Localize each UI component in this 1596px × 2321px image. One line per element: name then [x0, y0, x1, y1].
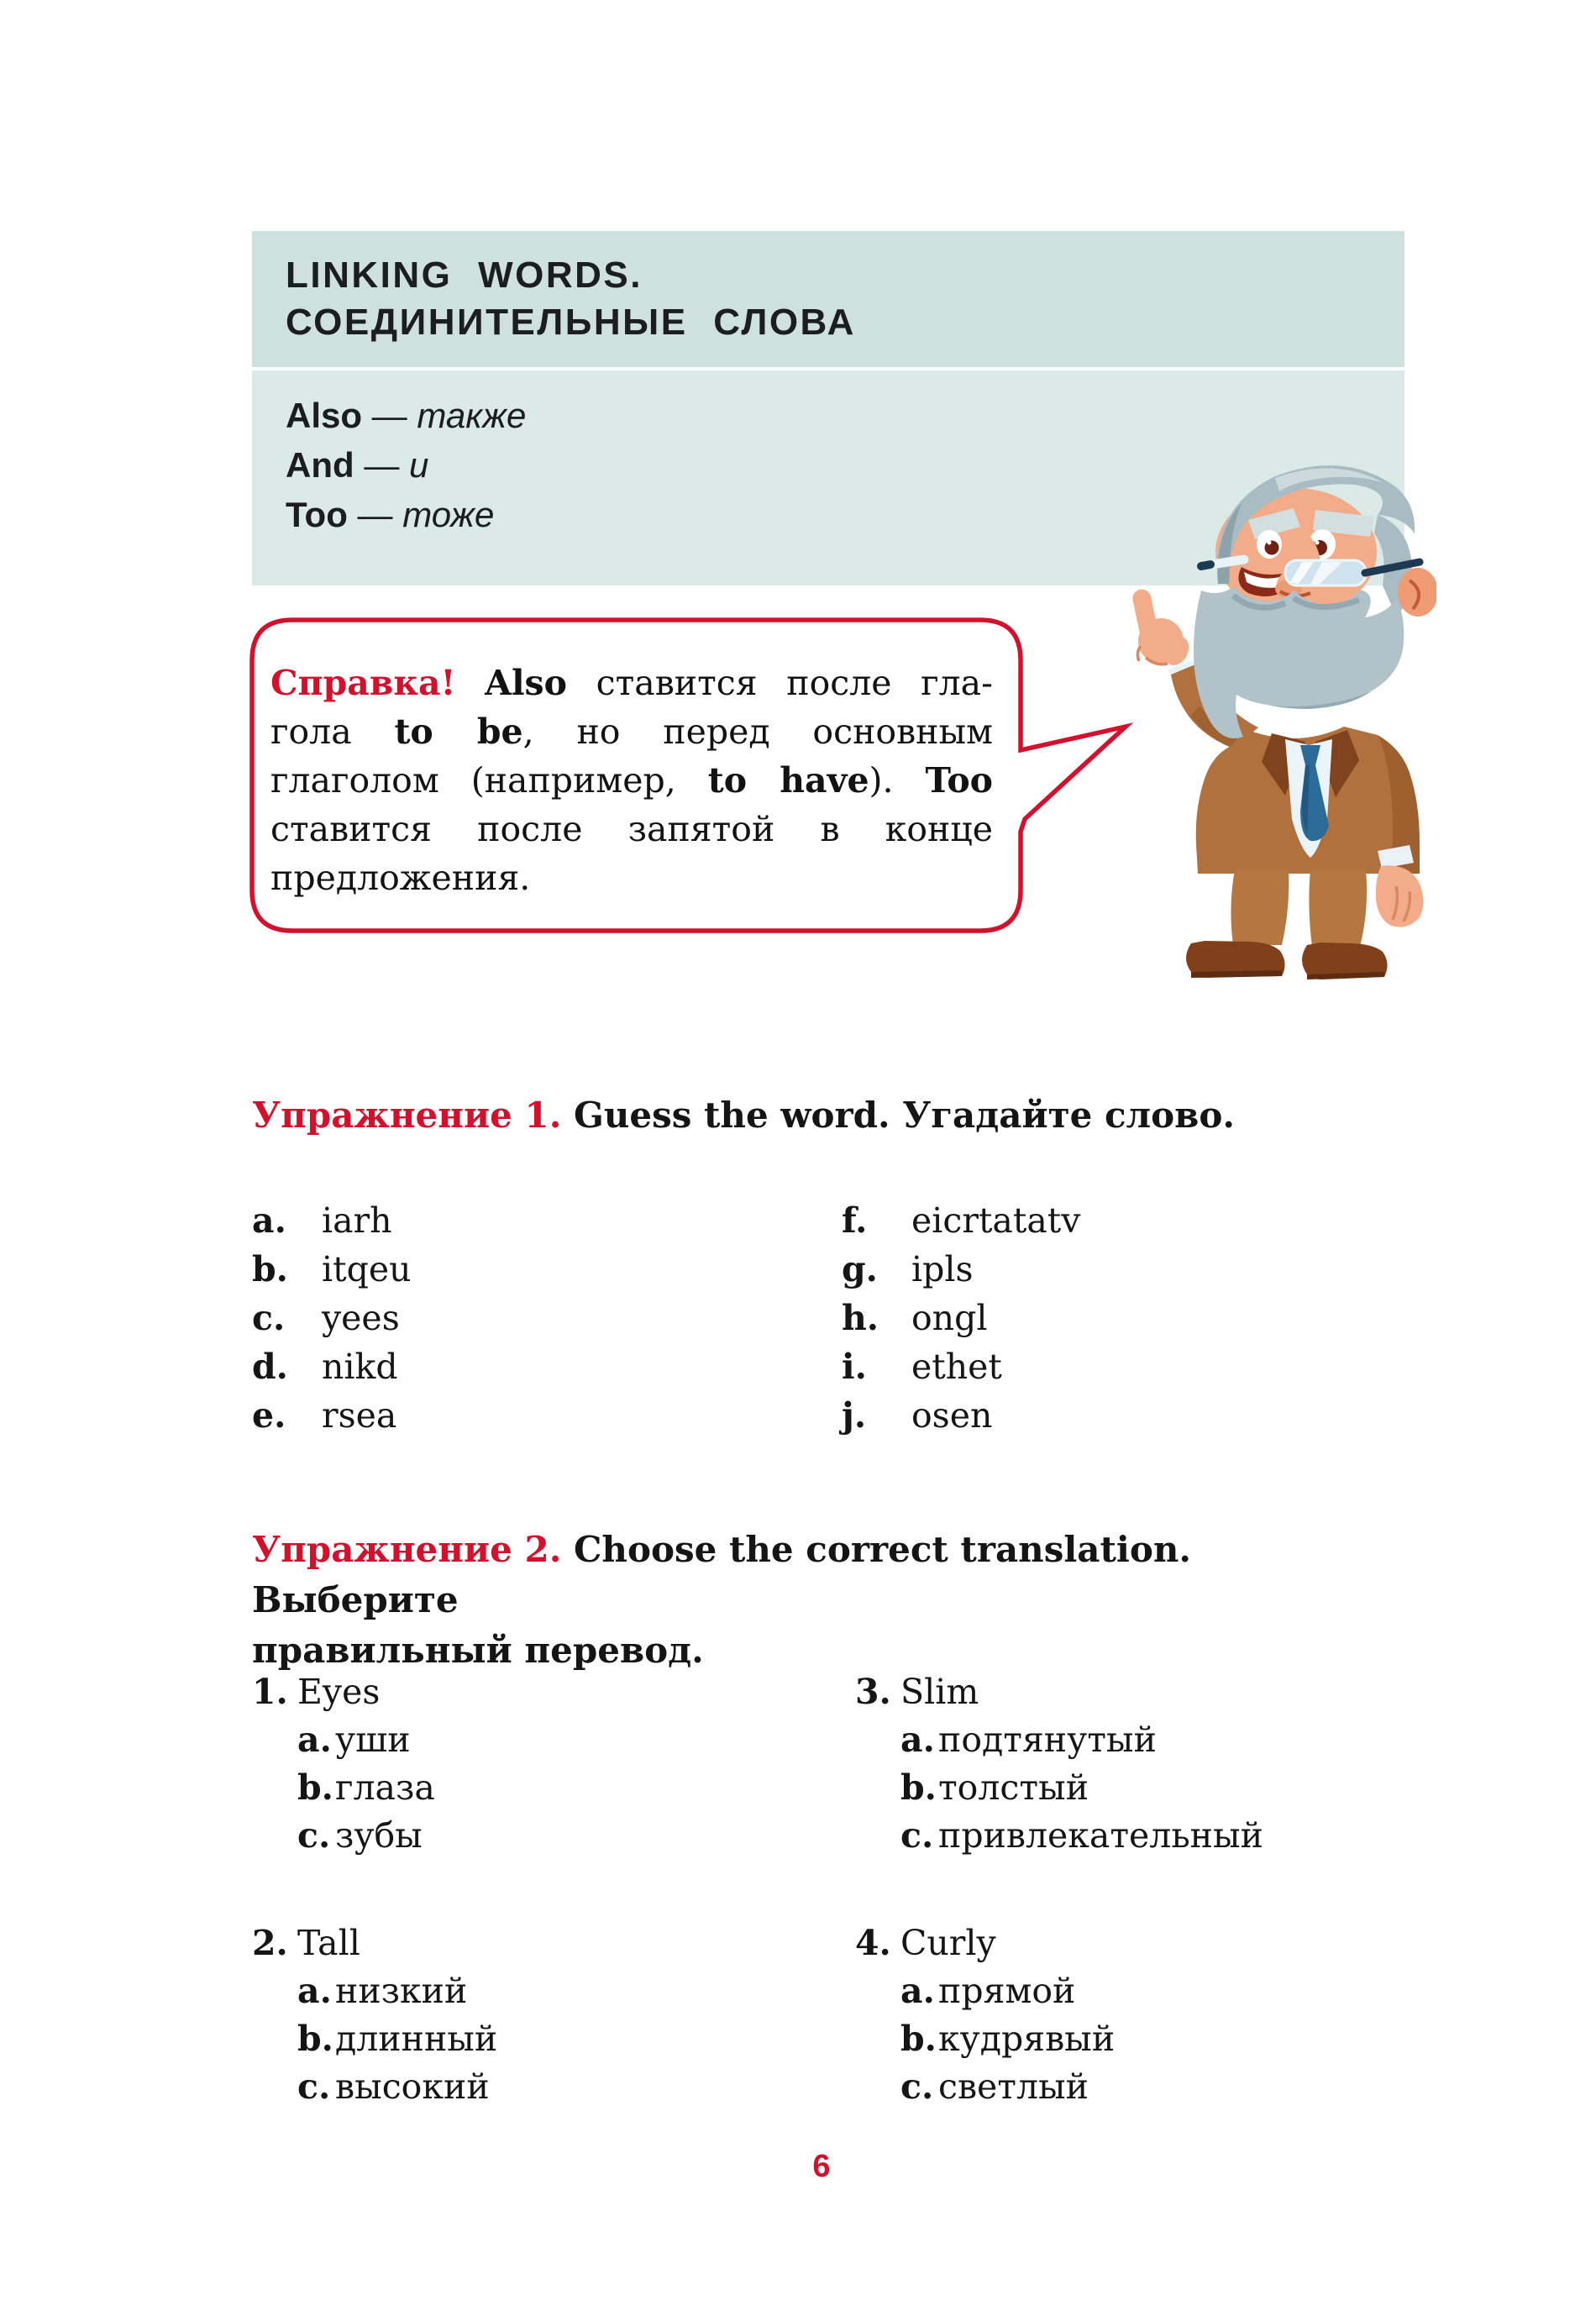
- option-text: уши: [335, 1720, 411, 1760]
- option-row: [900, 1967, 1426, 2015]
- header-title-ru: СОЕДИНИТЕЛЬНЫЕ СЛОВА: [286, 302, 856, 343]
- option-row: [900, 2063, 1426, 2111]
- text-segment: Too: [925, 760, 994, 801]
- exercise-label: Упражнение 1.: [252, 1095, 562, 1136]
- option-row: [297, 1967, 823, 2015]
- option-letter: a.: [900, 1971, 935, 2011]
- option-text: зубы: [335, 1815, 423, 1856]
- text-segment: гола: [270, 712, 395, 752]
- item-letter: b.: [252, 1249, 288, 1289]
- translation-item: [855, 1919, 1426, 2111]
- option-letter: b.: [297, 2019, 333, 2059]
- exercise1-column-2: [842, 1196, 1080, 1440]
- word-item: [252, 1196, 412, 1245]
- vocab-word: Also: [286, 396, 363, 435]
- vocab-word: And: [286, 445, 354, 485]
- item-options: [297, 1716, 823, 1860]
- option-text: прямой: [938, 1971, 1076, 2011]
- translation-item: [252, 1919, 823, 2111]
- text-segment: Also: [485, 663, 567, 703]
- text-segment: [456, 663, 486, 703]
- item-letter: d.: [252, 1347, 288, 1387]
- word-item: [252, 1342, 412, 1391]
- option-letter: c.: [900, 1815, 934, 1856]
- item-letter: i.: [842, 1347, 867, 1387]
- text-line: [270, 659, 993, 707]
- word-item: [252, 1294, 412, 1342]
- option-row: [297, 1716, 823, 1764]
- item-number: 1.: [252, 1672, 288, 1712]
- item-number: 4.: [855, 1923, 891, 1963]
- option-text: привлекательный: [938, 1815, 1263, 1856]
- vocab-dash: —: [362, 396, 417, 435]
- option-letter: c.: [900, 2066, 934, 2107]
- option-letter: b.: [900, 2019, 937, 2059]
- option-text: светлый: [938, 2066, 1089, 2107]
- word-item: [842, 1196, 1080, 1245]
- item-options: [297, 1967, 823, 2111]
- item-letter: g.: [842, 1249, 878, 1289]
- text-segment: ставится после гла-: [567, 663, 993, 703]
- word-item: [842, 1391, 1080, 1440]
- option-text: длинный: [335, 2019, 498, 2059]
- scrambled-word: eicrtatatv: [911, 1200, 1081, 1241]
- text-line: [270, 853, 993, 902]
- option-letter: a.: [900, 1720, 935, 1760]
- item-word: Slim: [900, 1672, 979, 1712]
- exercise-label: Справка!: [270, 663, 456, 703]
- scrambled-word: iarh: [322, 1200, 392, 1241]
- scrambled-word: ongl: [911, 1298, 988, 1338]
- option-row: [297, 1812, 823, 1860]
- option-row: [900, 1716, 1426, 1764]
- scrambled-word: itqeu: [322, 1249, 412, 1289]
- option-text: подтянутый: [938, 1720, 1157, 1760]
- option-text: низкий: [335, 1971, 468, 2011]
- text-line: [270, 707, 993, 756]
- text-line: [252, 1090, 1310, 1141]
- option-letter: c.: [297, 1815, 331, 1856]
- item-word: Eyes: [297, 1672, 381, 1712]
- scrambled-word: ethet: [911, 1347, 1002, 1387]
- item-number: 2.: [252, 1923, 288, 1963]
- exercise-label: Упражнение 2.: [252, 1529, 562, 1570]
- translation-item: [252, 1668, 823, 1860]
- text-segment: to be: [394, 712, 523, 752]
- text-segment: ставится после запятой в конце: [270, 809, 993, 849]
- option-text: глаза: [335, 1767, 435, 1808]
- vocab-translation: тоже: [402, 495, 495, 534]
- item-head: [855, 1668, 1426, 1716]
- item-letter: f.: [842, 1200, 868, 1241]
- scrambled-word: ipls: [911, 1249, 974, 1289]
- scrambled-word: yees: [322, 1298, 400, 1338]
- text-segment: Choose the correct translation. Выберите: [252, 1529, 1192, 1620]
- option-letter: b.: [900, 1767, 937, 1808]
- item-letter: h.: [842, 1298, 879, 1338]
- option-row: [297, 2063, 823, 2111]
- option-row: [900, 1764, 1426, 1812]
- translation-item: [855, 1668, 1426, 1860]
- header-title-band: [252, 231, 1404, 367]
- option-letter: a.: [297, 1720, 332, 1760]
- item-options: [900, 1967, 1426, 2111]
- item-word: Curly: [900, 1923, 996, 1963]
- option-text: кудрявый: [938, 2019, 1116, 2059]
- vocab-translation: также: [417, 396, 527, 435]
- vocab-row: [286, 391, 1404, 440]
- text-line: [270, 805, 993, 853]
- text-segment: to have: [707, 760, 869, 801]
- text-line: [270, 756, 993, 805]
- option-row: [900, 2015, 1426, 2063]
- teacher-character-illustration: [1107, 449, 1436, 1004]
- option-row: [297, 1764, 823, 1812]
- exercise2-column-2: [855, 1668, 1426, 2171]
- text-segment: глаголом (например,: [270, 760, 708, 801]
- vocab-dash: —: [354, 445, 409, 485]
- word-item: [842, 1342, 1080, 1391]
- item-word: Tall: [297, 1923, 360, 1963]
- text-segment: ).: [869, 760, 926, 801]
- exercise1-column-1: [252, 1196, 412, 1440]
- text-segment: правильный перевод.: [252, 1630, 704, 1671]
- item-head: [855, 1919, 1426, 1967]
- vocab-word: Too: [286, 495, 348, 534]
- scrambled-word: rsea: [322, 1395, 397, 1436]
- vocab-dash: —: [347, 495, 403, 534]
- legs: [1186, 869, 1388, 979]
- word-item: [252, 1391, 412, 1440]
- reference-note: [270, 659, 993, 902]
- option-row: [900, 1812, 1426, 1860]
- header-title-en: LINKING WORDS.: [286, 255, 643, 296]
- option-letter: b.: [297, 1767, 333, 1808]
- text-segment: Guess the word. Угадайте слово.: [561, 1095, 1236, 1136]
- page-number: 6: [812, 2149, 831, 2184]
- exercise2-column-1: [252, 1668, 823, 2171]
- option-row: [297, 2015, 823, 2063]
- text-segment: , но перед основным: [522, 712, 994, 752]
- item-head: [252, 1919, 823, 1967]
- item-letter: j.: [842, 1395, 867, 1436]
- scrambled-word: osen: [911, 1395, 993, 1436]
- vocab-translation: и: [409, 445, 429, 485]
- item-options: [900, 1716, 1426, 1860]
- option-text: высокий: [335, 2066, 490, 2107]
- text-segment: предложения.: [270, 858, 531, 898]
- exercise2-heading: [252, 1525, 1310, 1676]
- item-letter: c.: [252, 1298, 286, 1338]
- word-item: [842, 1294, 1080, 1342]
- item-letter: e.: [252, 1395, 286, 1436]
- option-letter: a.: [297, 1971, 332, 2011]
- item-head: [252, 1668, 823, 1716]
- item-letter: a.: [252, 1200, 286, 1241]
- text-line: [252, 1525, 1310, 1625]
- beard: [1194, 586, 1404, 738]
- item-number: 3.: [855, 1672, 891, 1712]
- exercise1-heading: [252, 1090, 1310, 1141]
- option-letter: c.: [297, 2066, 331, 2107]
- word-item: [842, 1245, 1080, 1294]
- scrambled-word: nikd: [322, 1347, 398, 1387]
- word-item: [252, 1245, 412, 1294]
- option-text: толстый: [938, 1767, 1089, 1808]
